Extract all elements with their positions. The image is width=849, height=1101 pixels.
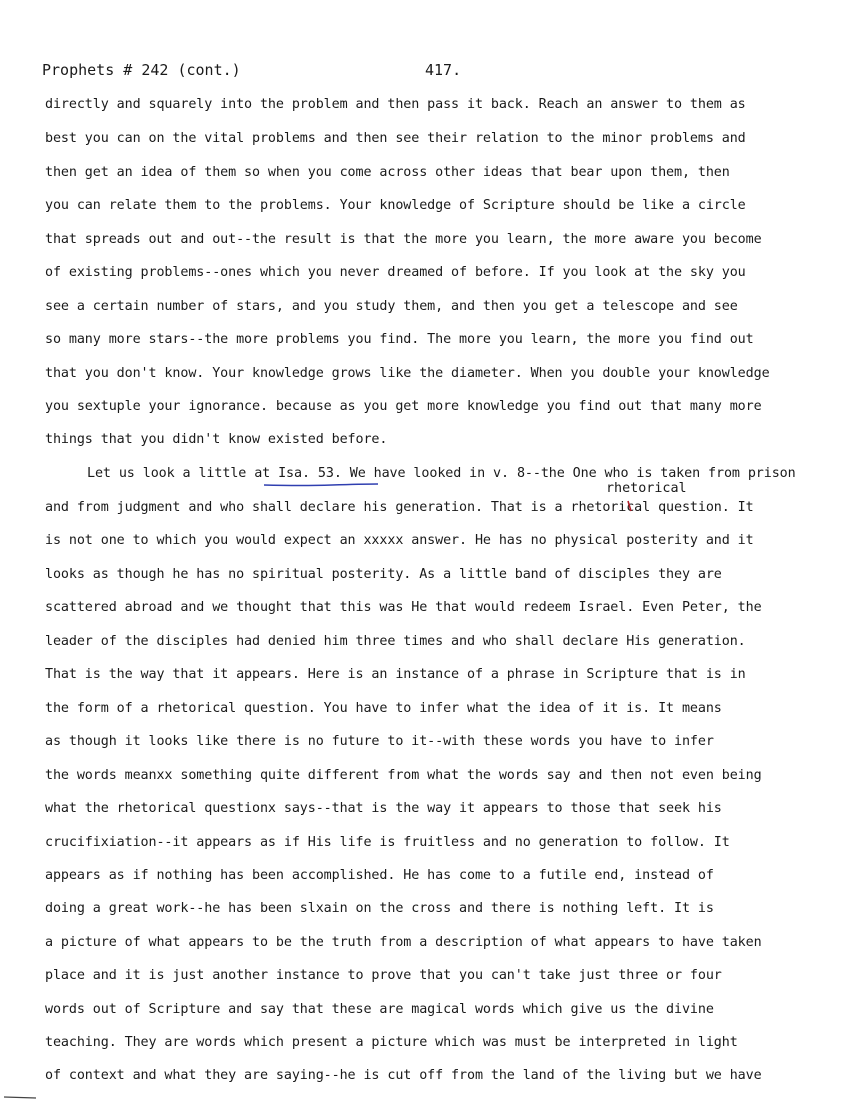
text-line: That is the way that it appears. Here is an instance of a phrase in Scripture that is in [45, 667, 746, 682]
text-line: leader of the disciples had denied him three times and who shall declare His generation. [45, 634, 746, 649]
text-line: what the rhetorical questionx says--that is the way it appears to those that seek his [45, 801, 722, 816]
text-line: words out of Scripture and say that these are magical words which give us the divine [45, 1002, 714, 1017]
text-line: is not one to which you would expect an xxxxx answer. He has no physical posterity and it [45, 533, 754, 548]
text-line: doing a great work--he has been slxain on the cross and there is nothing left. It is [45, 901, 714, 916]
text-line: see a certain number of stars, and you study them, and then you get a telescope and see [45, 299, 738, 314]
text-line: teaching. They are words which present a picture which was must be interpreted in light [45, 1035, 738, 1050]
text-line: crucifixiation--it appears as if His life is fruitless and no generation to follow. It [45, 835, 730, 850]
text-line: appears as if nothing has been accomplished. He has come to a futile end, instead of [45, 868, 714, 883]
text-line: directly and squarely into the problem and then pass it back. Reach an answer to them as [45, 97, 746, 112]
scan-edge-mark [4, 1094, 38, 1100]
text-line: scattered abroad and we thought that this was He that would redeem Israel. Even Peter, the [45, 600, 762, 615]
handwritten-insertion: rhetorical [606, 481, 687, 496]
pen-underline-mark [262, 481, 380, 489]
text-line: you sextuple your ignorance. because as you get more knowledge you find out that many more [45, 399, 762, 414]
paragraph-first-line: Let us look a little at Isa. 53. We have looked in v. 8--the One who is taken from prison [87, 466, 796, 481]
correction-strike-mark [606, 499, 688, 513]
text-line: that spreads out and out--the result is that the more you learn, the more aware you become [45, 232, 762, 247]
text-line: so many more stars--the more problems you find. The more you learn, the more you find out [45, 332, 754, 347]
text-line: then get an idea of them so when you come across other ideas that bear upon them, then [45, 165, 730, 180]
text-line: best you can on the vital problems and then see their relation to the minor problems and [45, 131, 746, 146]
text-line: of existing problems--ones which you never dreamed of before. If you look at the sky you [45, 265, 746, 280]
text-line: you can relate them to the problems. Your knowledge of Scripture should be like a circle [45, 198, 746, 213]
text-line: as though it looks like there is no future to it--with these words you have to infer [45, 734, 714, 749]
text-line: things that you didn't know existed before. [45, 432, 388, 447]
text-line: of context and what they are saying--he is cut off from the land of the living but we have [45, 1068, 762, 1083]
text-line: that you don't know. Your knowledge grows like the diameter. When you double your knowledge [45, 366, 770, 381]
text-line: looks as though he has no spiritual posterity. As a little band of disciples they are [45, 567, 722, 582]
text-line: and from judgment and who shall declare his generation. That is a rhetorical question. It [45, 500, 754, 515]
text-line: place and it is just another instance to prove that you can't take just three or four [45, 968, 722, 983]
page-number: 417. [425, 61, 462, 79]
text-line: a picture of what appears to be the truth from a description of what appears to have taken [45, 935, 762, 950]
text-line: the words meanxx something quite different from what the words say and then not even being [45, 768, 762, 783]
running-title: Prophets # 242 (cont.) [42, 61, 241, 79]
text-line: the form of a rhetorical question. You have to infer what the idea of it is. It means [45, 701, 722, 716]
